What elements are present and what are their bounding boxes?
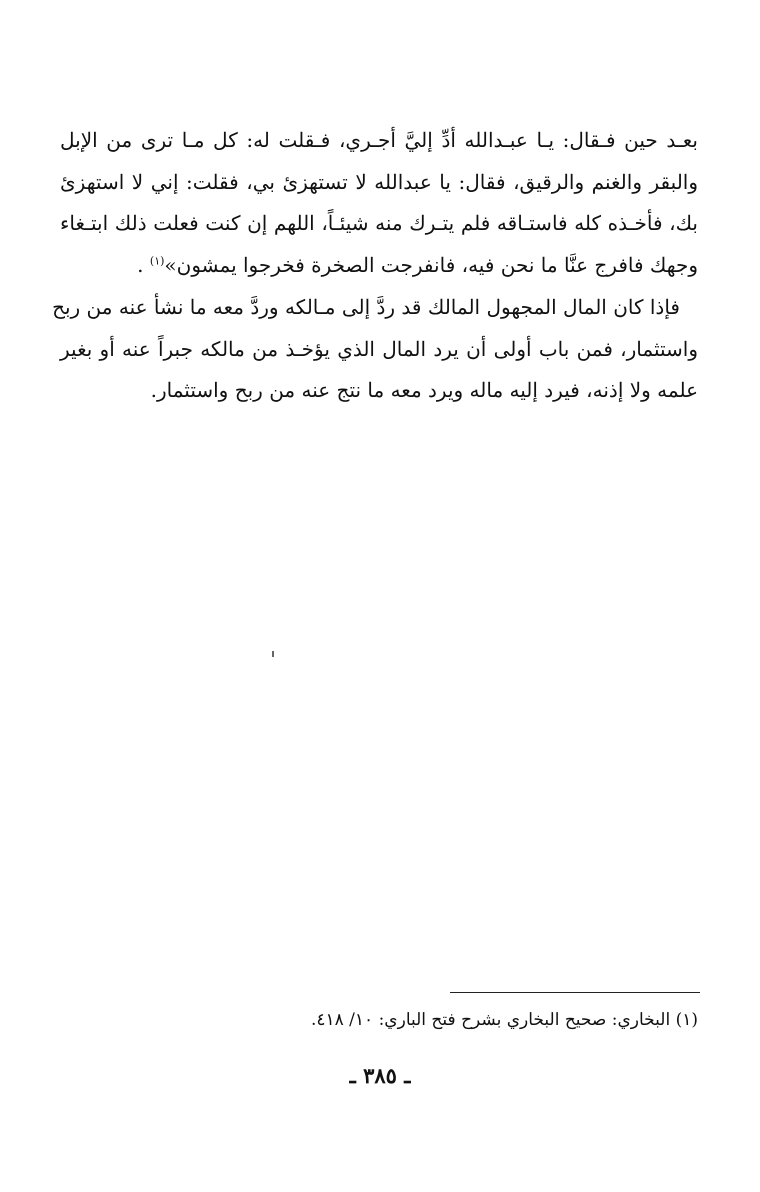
- footnote-reference: (١): [149, 253, 165, 267]
- paragraph-1-end-mark: .: [137, 252, 150, 277]
- footnote: (١) البخاري: صحيح البخاري بشرح فتح الباري: ١٠/ ٤١٨.: [310, 1010, 698, 1030]
- paragraph-1-line-3: بك، فأخـذه كله فاستـاقه فلم يتـرك منه شيئـاً، اللهم إن كنت فعلت ذلك ابتـغاء: [60, 211, 698, 235]
- paragraph-2-line-2: واستثمار، فمن باب أولى أن يرد المال الذي يؤخـذ من مالكه جبراً عنه أو بغير: [60, 336, 698, 361]
- paragraph-2: [52, 287, 698, 412]
- scan-speck: [272, 651, 274, 657]
- paragraph-1-line-1: بعـد حين فـقال: يـا عبـدالله أدِّ إليَّ أجـري، فـقلت له: كل مـا ترى من الإبل: [60, 128, 698, 152]
- footnote-separator: [450, 992, 700, 993]
- paragraph-1: [60, 120, 698, 286]
- paragraph-1-line-2: والبقر والغنم والرقيق، فقال: يا عبدالله لا تستهزئ بي، فقلت: إني لا استهزئ: [60, 169, 698, 194]
- paragraph-2-line-1: فإذا كان المال المجهول المالك قد ردَّ إلى مـالكه وردَّ معه ما نشأ عنه من ربح: [52, 295, 680, 319]
- paragraph-1-line-4: [60, 245, 698, 287]
- paragraph-1-line-4-text: وجهك فافرج عنَّا ما نحن فيه، فانفرجت الصخرة فخرجوا يمشون»: [164, 252, 698, 277]
- paragraph-2-line-3: علمه ولا إذنه، فيرد إليه ماله ويرد معه ما نتج عنه من ربح واستثمار.: [150, 378, 698, 402]
- page-number: ـ ٣٨٥ ـ: [349, 1063, 411, 1088]
